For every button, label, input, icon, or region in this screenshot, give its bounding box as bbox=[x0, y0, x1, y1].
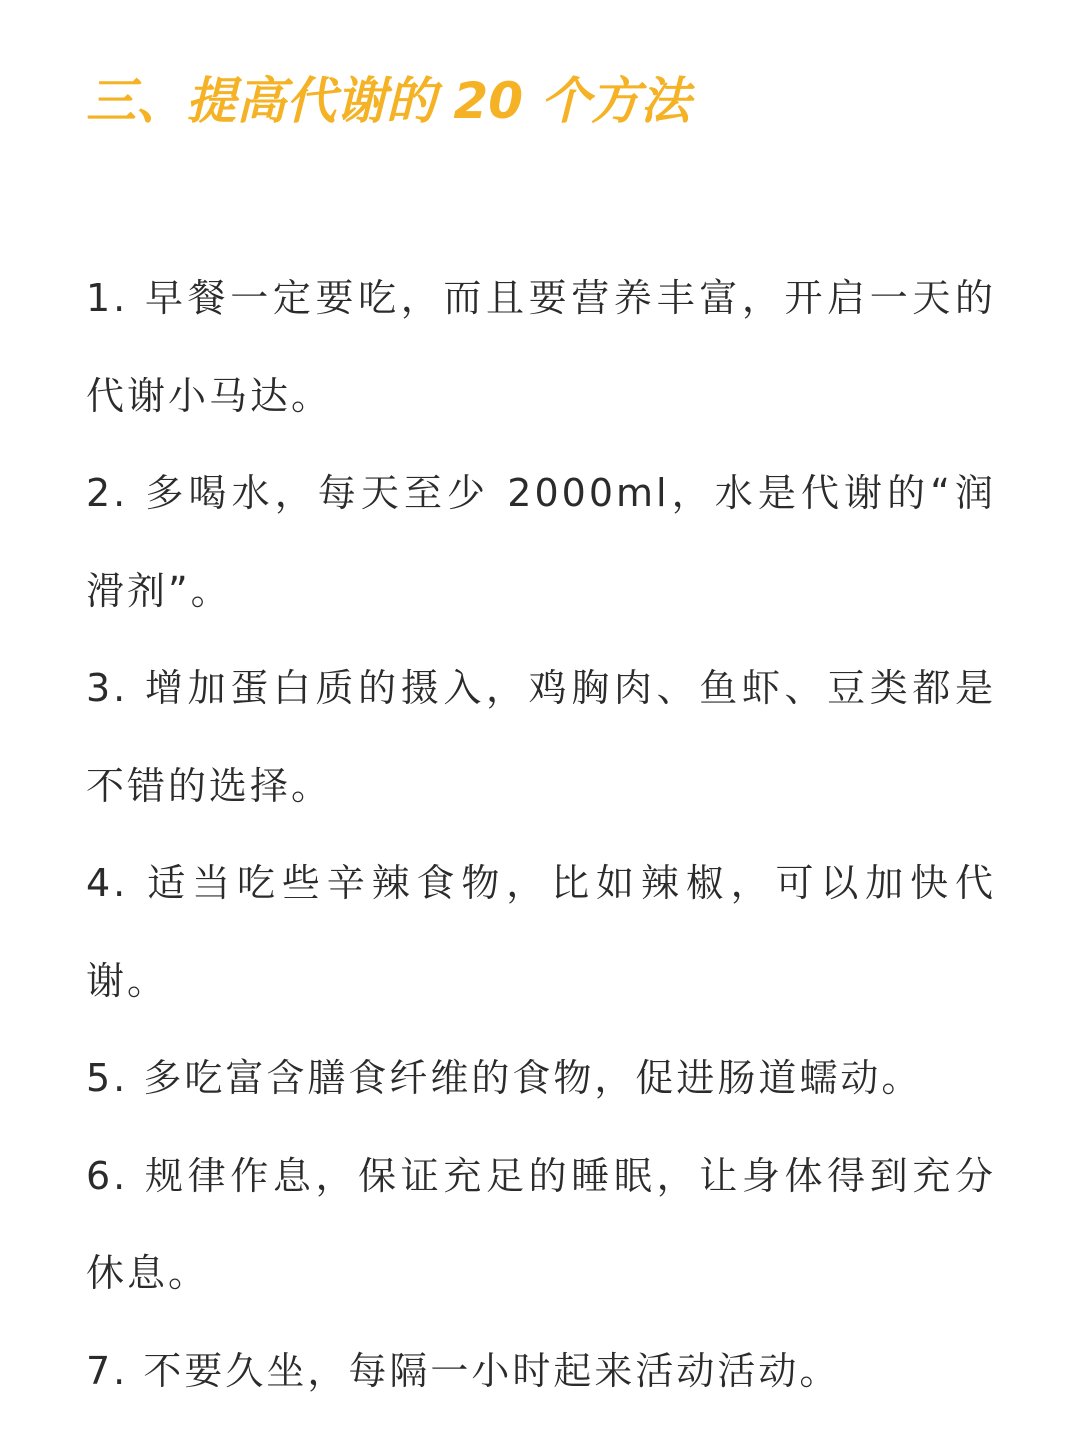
list-item: 3. 增加蛋白质的摄入，鸡胸肉、鱼虾、豆类都是不错的选择。 bbox=[86, 666, 996, 808]
list-item: 4. 适当吃些辛辣食物，比如辣椒，可以加快代谢。 bbox=[86, 861, 996, 1003]
page-title: 三、提高代谢的 20 个方法 bbox=[86, 72, 691, 130]
list-item: 5. 多吃富含膳食纤维的食物，促进肠道蠕动。 bbox=[86, 1056, 923, 1100]
list-item: 6. 规律作息，保证充足的睡眠，让身体得到充分休息。 bbox=[86, 1153, 996, 1295]
list-item: 2. 多喝水，每天至少 2000ml，水是代谢的“润滑剂”。 bbox=[86, 471, 996, 613]
list-item: 7. 不要久坐，每隔一小时起来活动活动。 bbox=[86, 1348, 841, 1393]
list-item: 1. 早餐一定要吃，而且要营养丰富，开启一天的代谢小马达。 bbox=[86, 276, 996, 418]
method-list bbox=[86, 250, 996, 1420]
